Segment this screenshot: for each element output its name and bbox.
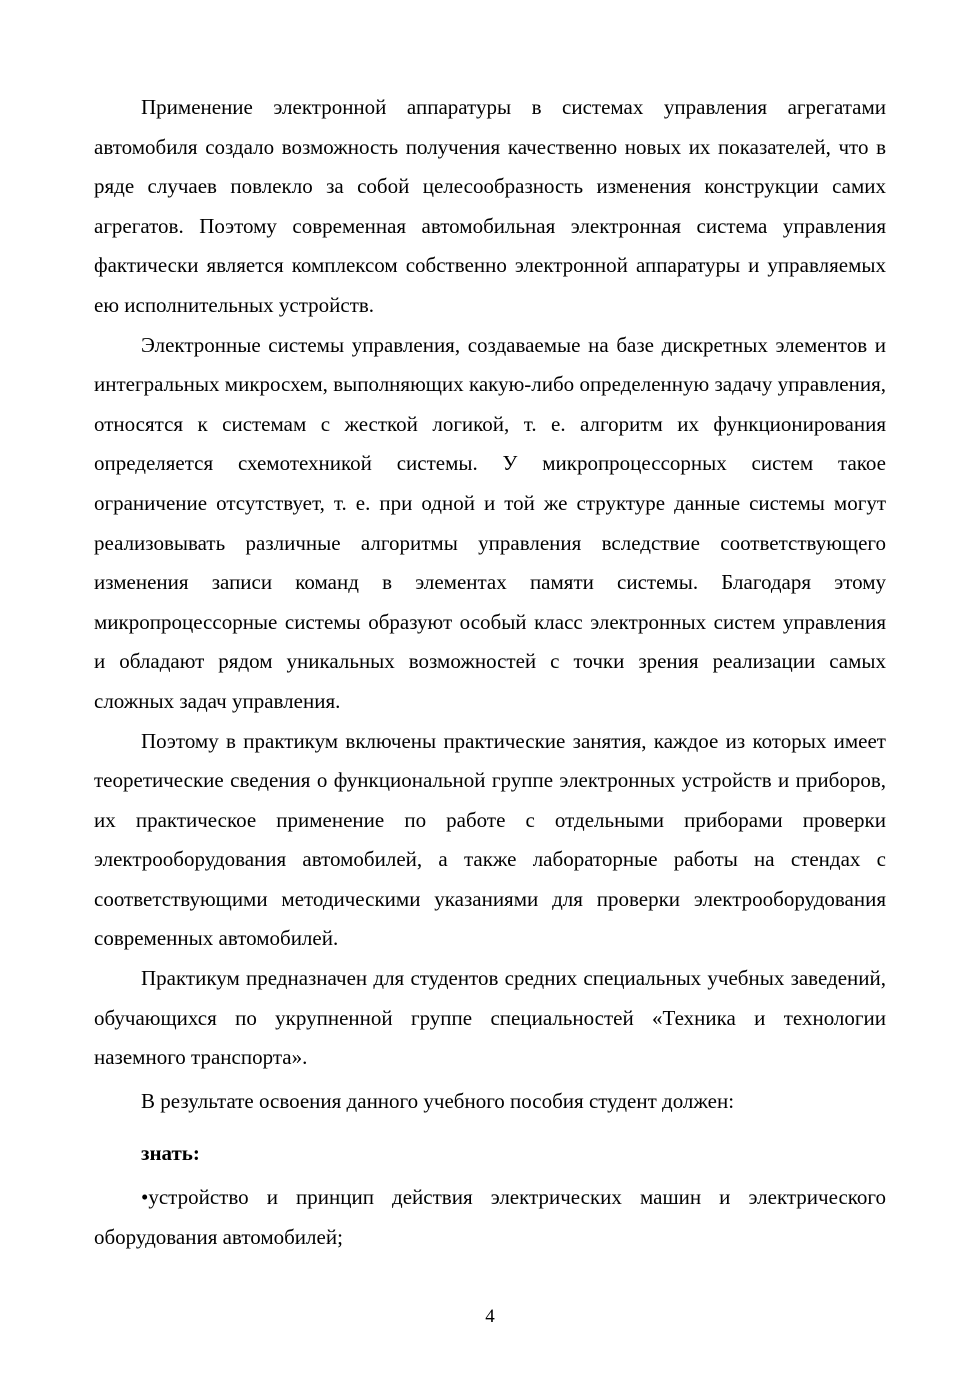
paragraph-practicum-content: Поэтому в практикум включены практические занятия, каждое из которых имеет теоретические сведения о функциональной группе электронных устройств и приборов, их практическое применение по работе с отдельными приборами проверки электрооборудования автомобилей, а также лабораторные работы на стендах с соответствующими методическими указаниями для проверки электрооборудования современных автомобилей. [94,728,886,951]
paragraph-electronics-intro: Применение электронной аппаратуры в системах управления агрегатами автомобиля создало возможность получения качественно новых их показателей, что в ряде случаев повлекло за собой целесообразность изменения конструкции самих агрегатов. Поэтому современная автомобильная электронная система управления фактически является комплексом собственно электронной аппаратуры и управляемых ею исполнительных устройств. [94,95,886,317]
bullet-item-text: устройство и принцип действия электрических машин и электрического оборудования автомобилей; [94,1185,886,1249]
page-number: 4 [485,1306,495,1327]
paragraph-learning-outcome: В результате освоения данного учебного пособия студент должен: [141,1088,735,1113]
paragraph-practicum-audience: Практикум предназначен для студентов средних специальных учебных заведений, обучающихся по укрупненной группе специальностей «Техника и технологии наземного транспорта». [94,966,886,1070]
document-page [94,88,886,1257]
paragraph-control-systems: Электронные системы управления, создаваемые на базе дискретных элементов и интегральных микросхем, выполняющих какую-либо определенную задачу управления, относятся к системам с жесткой логикой, т. е. алгоритм их функционирования определяется схемотехникой системы. У микропроцессорных систем такое ограничение отсутствует, т. е. при одной и той же структуре данные системы могут реализовывать различные алгоритмы управления вследствие соответствующего изменения записи команд в элементах памяти системы. Благодаря этому микропроцессорные системы образуют особый класс электронных систем управления и обладают рядом уникальных возможностей с точки зрения реализации самых сложных задач управления. [94,332,886,713]
bullet-item [94,1178,886,1257]
bullet-icon: • [141,1185,149,1210]
heading-know: знать: [141,1141,200,1166]
